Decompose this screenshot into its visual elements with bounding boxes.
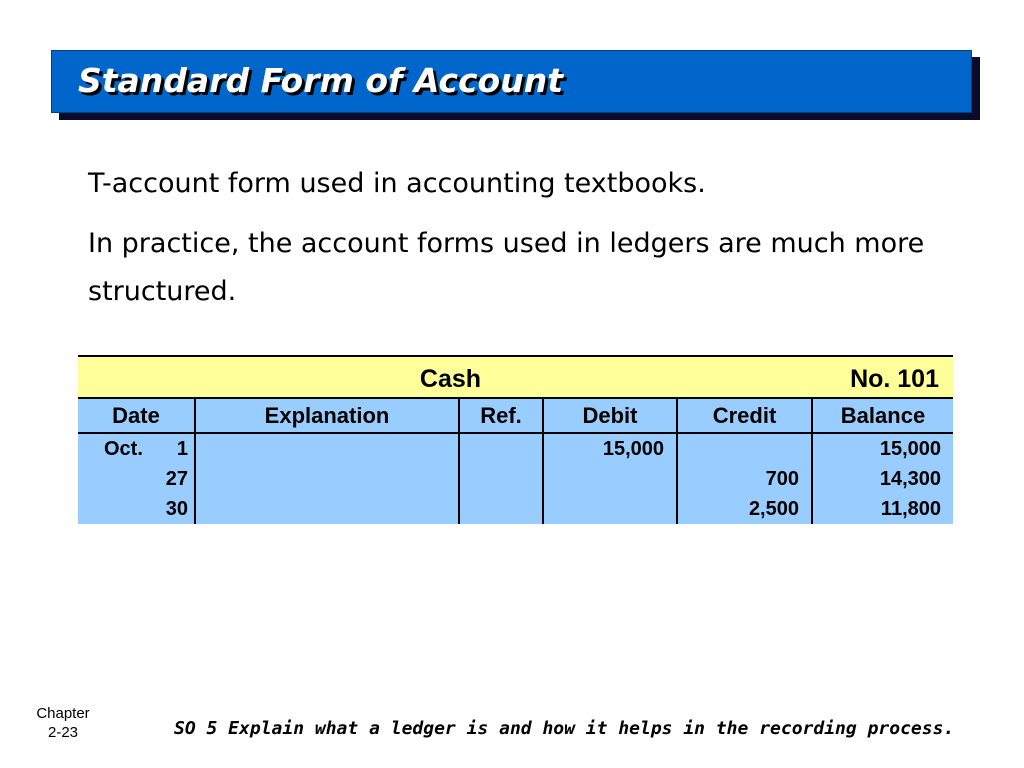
- ref-cell: [459, 433, 543, 464]
- ledger-table: [78, 399, 953, 524]
- date-cell: [78, 494, 195, 524]
- account-number: No. 101: [850, 365, 939, 393]
- balance-cell: 11,800: [812, 494, 953, 524]
- credit-cell: [677, 433, 812, 464]
- slide-title: Standard Form of Account: [78, 61, 563, 100]
- date-day: 27: [165, 467, 188, 490]
- bullet-text-2: In practice, the account forms used in ledgers are much more structured.: [88, 228, 925, 307]
- column-header-explanation: Explanation: [195, 399, 459, 433]
- chapter-label: [28, 704, 98, 742]
- explanation-cell: [195, 464, 459, 494]
- credit-cell: 700: [677, 464, 812, 494]
- table-row: [78, 464, 953, 494]
- explanation-cell: [195, 494, 459, 524]
- column-header-balance: Balance: [812, 399, 953, 433]
- ledger-account: [78, 355, 953, 524]
- chapter-label-text: Chapter: [36, 705, 90, 722]
- balance-cell: 14,300: [812, 464, 953, 494]
- column-header-credit: Credit: [677, 399, 812, 433]
- date-cell: [78, 433, 195, 464]
- table-row: [78, 433, 953, 464]
- date-day: 1: [176, 437, 188, 460]
- table-row: [78, 494, 953, 524]
- ref-cell: [459, 464, 543, 494]
- ref-cell: [459, 494, 543, 524]
- date-month: Oct.: [104, 437, 143, 460]
- debit-cell: [543, 494, 677, 524]
- chapter-page-number: 2-23: [47, 724, 79, 741]
- bullet-text-1: T-account form used in accounting textbooks.: [88, 168, 706, 199]
- account-name: Cash: [419, 365, 482, 393]
- study-objective: SO 5 Explain what a ledger is and how it helps in the recording process.: [174, 718, 955, 739]
- ledger-header: [78, 355, 953, 399]
- title-bar: [51, 50, 972, 113]
- date-day: 30: [165, 497, 188, 520]
- balance-cell: 15,000: [812, 433, 953, 464]
- column-header-date: Date: [78, 399, 195, 433]
- explanation-cell: [195, 433, 459, 464]
- date-cell: [78, 464, 195, 494]
- column-header-ref: Ref.: [459, 399, 543, 433]
- column-header-debit: Debit: [543, 399, 677, 433]
- debit-cell: [543, 464, 677, 494]
- credit-cell: 2,500: [677, 494, 812, 524]
- ledger-column-headers: [78, 399, 953, 433]
- debit-cell: 15,000: [543, 433, 677, 464]
